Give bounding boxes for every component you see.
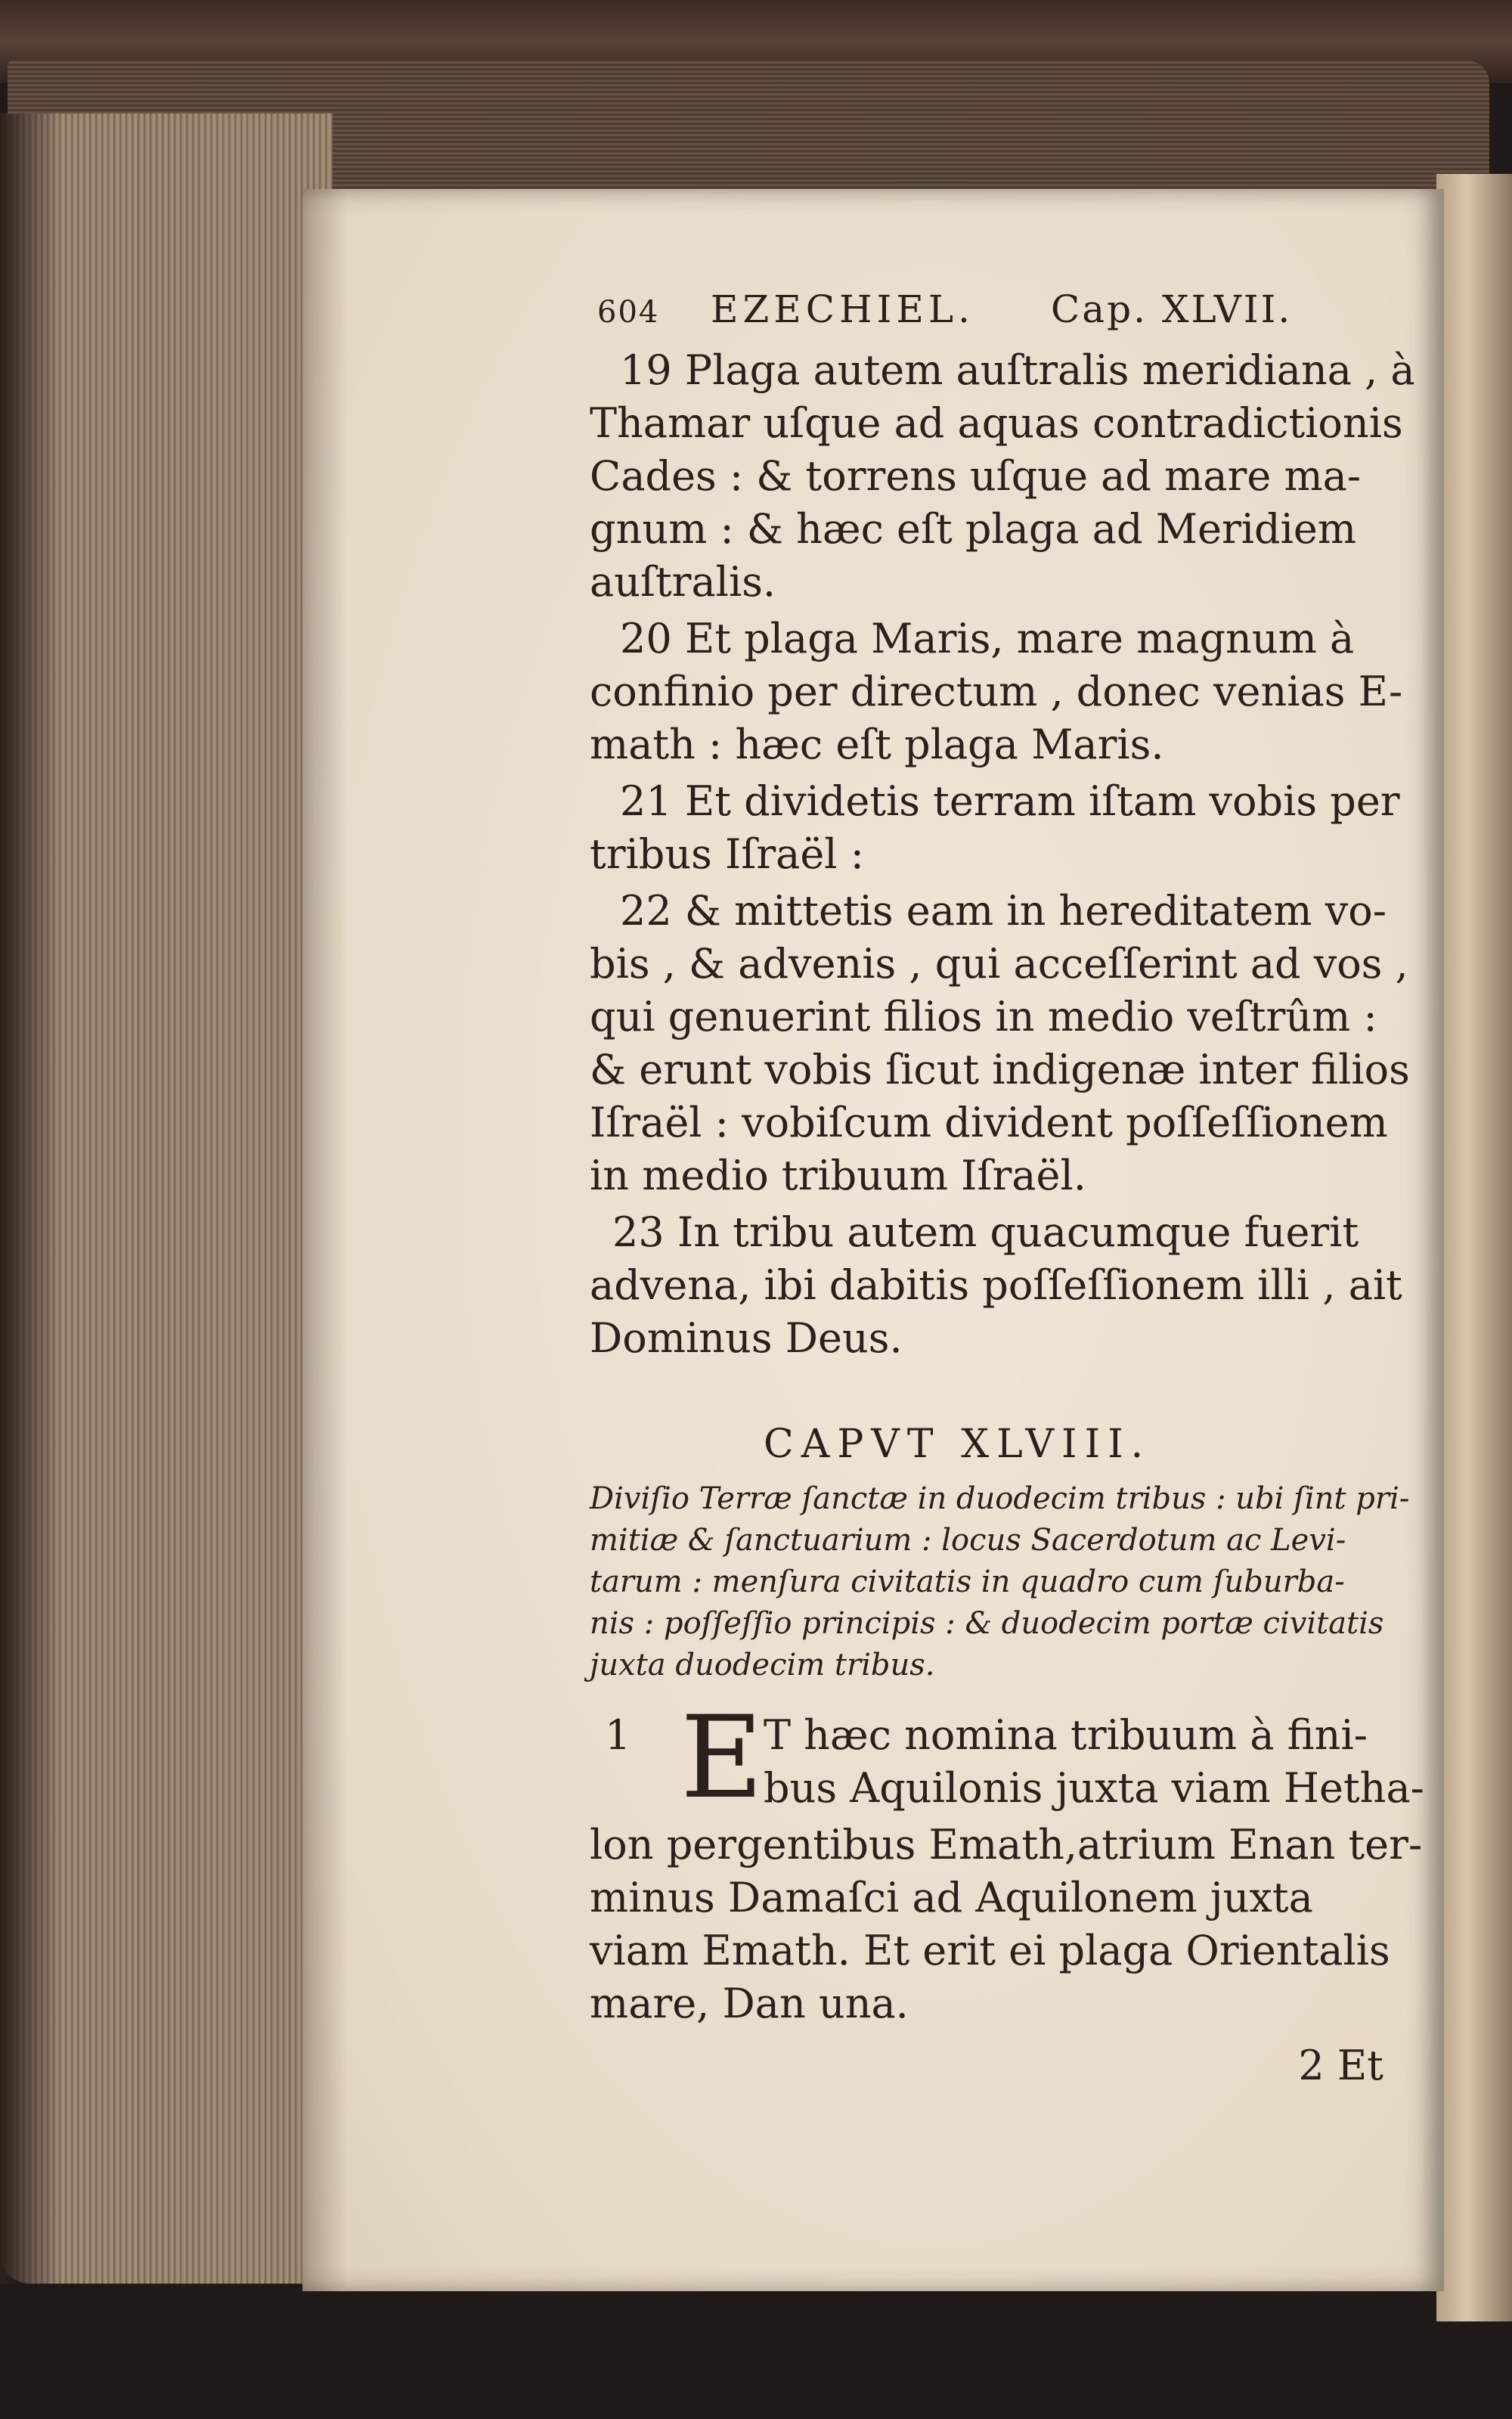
chapter-summary-line: mitiæ & ſanctuarium : locus Sacerdotum ac Levi-	[590, 1523, 1346, 1558]
text-line: T hæc nomina tribuum à fini-	[764, 1711, 1368, 1759]
text-line: advena, ibi dabitis poſſeſſionem illi , ait	[590, 1261, 1402, 1309]
text-line: lon pergentibus Emath,atrium Enan ter-	[590, 1821, 1423, 1869]
text-line: bis , & advenis , qui acceſſerint ad vos ,	[590, 940, 1408, 988]
text-line: 20 Et plaga Maris, mare magnum à	[620, 615, 1355, 662]
book-title: EZECHIEL.	[711, 287, 974, 331]
text-line: Cades : & torrens uſque ad mare ma-	[590, 452, 1362, 500]
running-header	[590, 287, 1346, 340]
text-line: Dominus Deus.	[590, 1314, 903, 1362]
chapter-summary-line: nis : poſſeſſio principis : & duodecim portæ civitatis	[590, 1606, 1384, 1641]
text-line: 23 In tribu autem quacumque fuerit	[612, 1208, 1359, 1256]
catchword: 2 Et	[1298, 2042, 1383, 2089]
left-block-shadow	[0, 113, 60, 2284]
chapter-heading: CAPVT XLVIII.	[764, 1422, 1151, 1467]
text-line: math : hæc eſt plaga Maris.	[590, 721, 1164, 768]
chapter-summary-line: Diviſio Terræ ſanctæ in duodecim tribus : ubi ſint pri-	[590, 1481, 1410, 1516]
chapter-summary-line: juxta duodecim tribus.	[590, 1648, 935, 1682]
chapter-summary-line: tarum : menſura civitatis in quadro cum ſuburba-	[590, 1565, 1345, 1599]
chapter-label: Cap. XLVII.	[1051, 287, 1293, 331]
text-line: tribus Iſraël :	[590, 830, 864, 878]
text-line: gnum : & hæc eſt plaga ad Meridiem	[590, 505, 1357, 553]
text-line: viam Emath. Et erit ei plaga Orientalis	[590, 1927, 1390, 1974]
text-line: auſtralis.	[590, 558, 776, 606]
text-line: & erunt vobis ſicut indigenæ inter filios	[590, 1046, 1410, 1093]
text-line: confinio per directum , donec venias E-	[590, 668, 1403, 715]
text-line: mare, Dan una.	[590, 1980, 909, 2027]
text-line: minus Damaſci ad Aquilonem juxta	[590, 1874, 1313, 1921]
text-line: 21 Et dividetis terram iſtam vobis per	[620, 777, 1400, 825]
text-line: 19 Plaga autem auſtralis meridiana , à	[620, 346, 1415, 394]
text-line: Thamar uſque ad aquas contradictionis	[590, 399, 1403, 447]
page-footer	[590, 2042, 1414, 2095]
text-line: Iſraël : vobiſcum divident poſſeſſionem	[590, 1099, 1388, 1146]
page-gutter-shadow	[302, 189, 348, 2291]
verse-number: 1	[605, 1711, 631, 1759]
page-number: 604	[597, 295, 660, 330]
text-line: bus Aquilonis juxta viam Hetha-	[764, 1764, 1424, 1812]
text-line: qui genuerint filios in medio veſtrûm :	[590, 993, 1377, 1040]
book-right-page-edge	[1436, 174, 1512, 2321]
text-line: in medio tribuum Iſraël.	[590, 1152, 1086, 1199]
drop-cap: E	[680, 1692, 764, 1824]
text-line: 22 & mittetis eam in hereditatem vo-	[620, 887, 1387, 935]
